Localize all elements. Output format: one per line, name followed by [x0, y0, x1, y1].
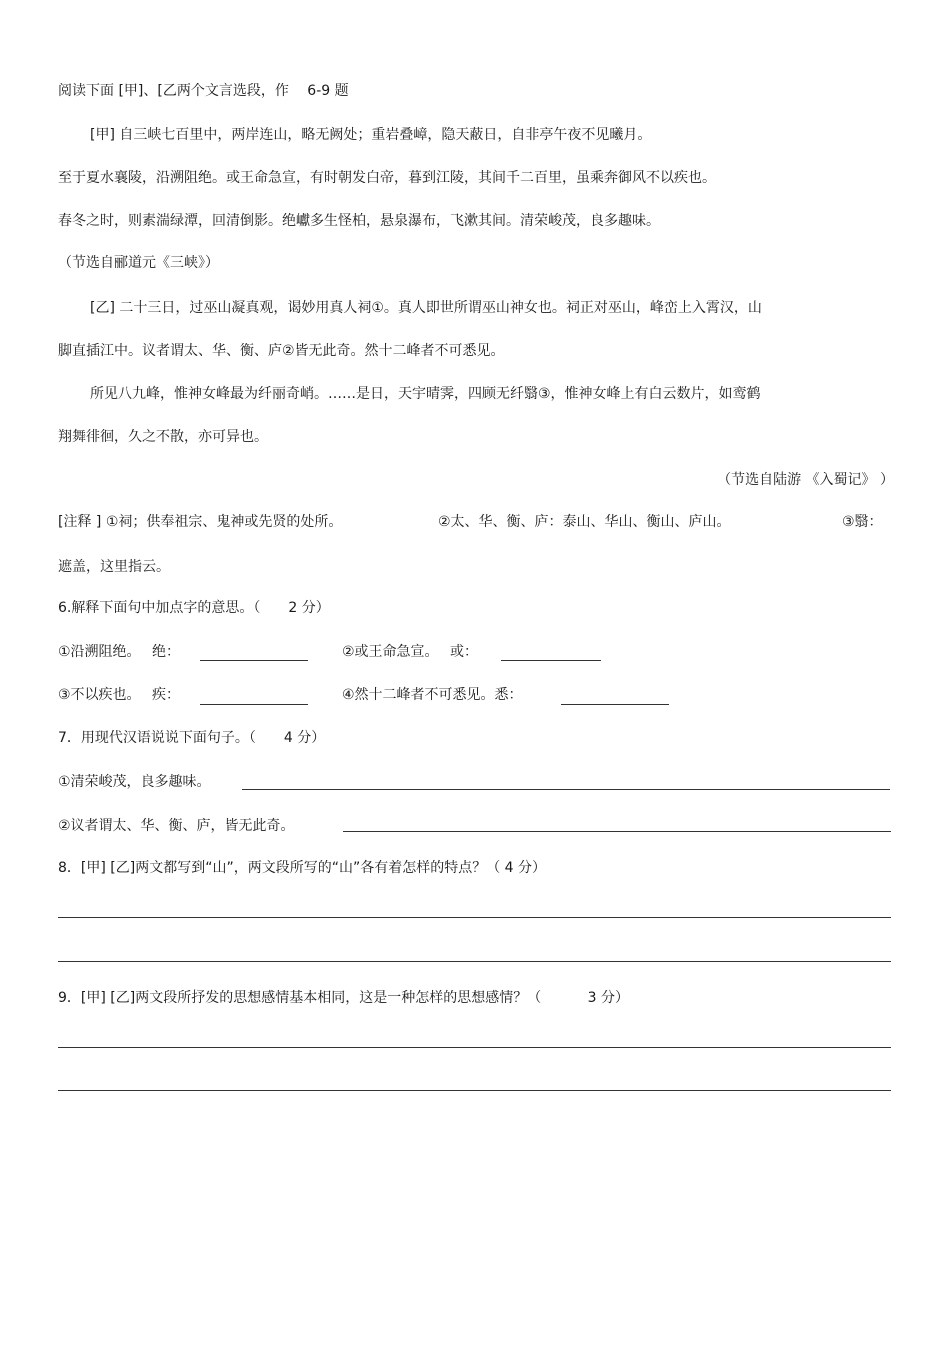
passage-yi-line-3: 所见八九峰，惟神女峰最为纤丽奇峭。……是日，天宇晴霁，四顾无纤翳③，惟神女峰上有白云数片，如鸾鹤: [90, 386, 761, 402]
question-6-item-2: ②或王命急宣。 或：: [342, 644, 479, 660]
question-7-item-2: ②议者谓太、华、衡、庐，皆无此奇。: [58, 818, 295, 834]
question-6-item-3: ③不以疾也。 疾：: [58, 687, 181, 703]
question-6-item-1: ①沿溯阻绝。 绝：: [58, 644, 181, 660]
question-8-title: 8．[甲] [乙]两文都写到“山”，两文段所写的“山”各有着怎样的特点？（ 4 分）: [58, 860, 547, 876]
question-9-title: 9．[甲] [乙]两文段所抒发的思想感情基本相同，这是一种怎样的思想感情？（ 3 分）: [58, 990, 630, 1006]
passage-jia-line-1: [甲] 自三峡七百里中，两岸连山，略无阙处；重岩叠嶂，隐天蔽日，自非亭午夜不见曦月。: [90, 127, 652, 143]
question-8-answer-line-2[interactable]: [58, 961, 891, 962]
passage-jia-line-3: 春冬之时，则素湍绿潭，回清倒影。绝巘多生怪柏，悬泉瀑布，飞漱其间。清荣峻茂，良多趣味。: [58, 213, 660, 229]
passage-yi-line-2: 脚直插江中。议者谓太、华、衡、庐②皆无此奇。然十二峰者不可悉见。: [58, 343, 505, 359]
question-8-answer-line-1[interactable]: [58, 917, 891, 918]
question-7-title: 7．用现代汉语说说下面句子。（ 4 分）: [58, 730, 326, 746]
question-7-answer-line-2[interactable]: [343, 831, 891, 832]
question-9-answer-line-1[interactable]: [58, 1047, 891, 1048]
instruction-text: 阅读下面 [甲]、[乙两个文言选段，作 6-9 题: [58, 83, 349, 99]
passage-yi-line-1: [乙] 二十三日，过巫山凝真观，谒妙用真人祠①。真人即世所谓巫山神女也。祠正对巫山，峰峦上入霄汉，山: [90, 300, 762, 316]
question-7-item-1: ①清荣峻茂，良多趣味。: [58, 774, 211, 790]
notes-item-3-end: 遮盖，这里指云。: [58, 559, 170, 575]
passage-jia-line-2: 至于夏水襄陵，沿溯阻绝。或王命急宣，有时朝发白帝，暮到江陵，其间千二百里，虽乘奔御风不以疾也。: [58, 170, 716, 186]
passage-yi-line-4: 翔舞徘徊，久之不散，亦可异也。: [58, 429, 268, 445]
question-7-answer-line-1[interactable]: [242, 789, 890, 790]
passage-jia-source: （节选自郦道元《三峡》）: [58, 255, 219, 271]
question-6-answer-blank-2[interactable]: [501, 660, 601, 661]
passage-yi-source: （节选自陆游 《入蜀记》 ）: [717, 472, 894, 488]
notes-item-2: ②太、华、衡、庐：泰山、华山、衡山、庐山。: [438, 514, 731, 530]
notes-item-3-start: ③翳：: [842, 514, 883, 530]
question-6-answer-blank-3[interactable]: [200, 704, 308, 705]
question-6-answer-blank-1[interactable]: [200, 660, 308, 661]
question-6-title: 6.解释下面句中加点字的意思。（ 2 分）: [58, 600, 330, 616]
question-6-answer-blank-4[interactable]: [561, 704, 669, 705]
question-6-item-4: ④然十二峰者不可悉见。悉：: [342, 687, 523, 703]
notes-line-1: [注释 ] ①祠；供奉祖宗、鬼神或先贤的处所。: [58, 514, 343, 530]
question-9-answer-line-2[interactable]: [58, 1090, 891, 1091]
